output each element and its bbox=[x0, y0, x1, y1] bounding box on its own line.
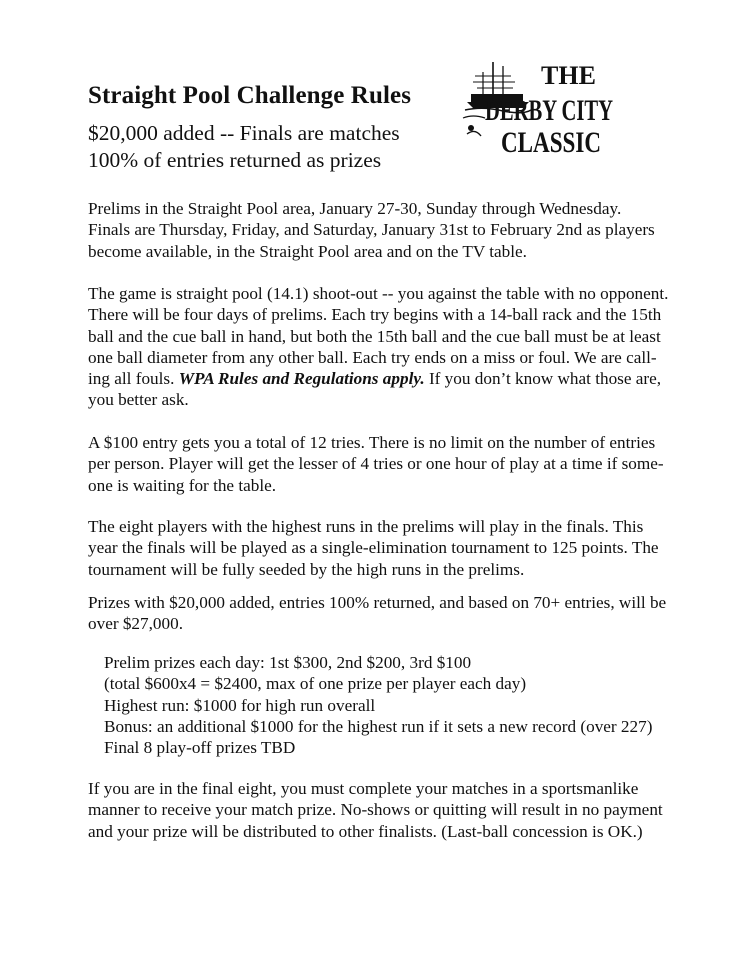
paragraph-line: you better ask. bbox=[88, 390, 189, 410]
paragraph-prize-total bbox=[88, 592, 668, 635]
paragraph-line: Finals are Thursday, Friday, and Saturday, January 31st to February 2nd as players bbox=[88, 220, 655, 240]
list-item: (total $600x4 = $2400, max of one prize per player each day) bbox=[104, 674, 527, 694]
paragraph-line: and your prize will be distributed to other finalists. (Last-ball concession is OK.) bbox=[88, 821, 643, 841]
paragraph-line: over $27,000. bbox=[88, 614, 183, 634]
paragraph-entry-fee bbox=[88, 432, 668, 496]
paragraph-line: Prelims in the Straight Pool area, January 27-30, Sunday through Wednesday. bbox=[88, 199, 622, 218]
paragraph-line: There will be four days of prelims. Each try begins with a 14-ball rack and the 15th bbox=[88, 305, 662, 325]
logo-text-the: THE bbox=[541, 61, 596, 90]
paragraph-line: per person. Player will get the lesser of 4 tries or one hour of play at a time if some- bbox=[88, 454, 664, 474]
paragraph-line: Prizes with $20,000 added, entries 100% returned, and based on 70+ entries, will be bbox=[88, 593, 667, 612]
paragraph-game-format bbox=[88, 283, 668, 411]
subtitle-entries-returned: 100% of entries returned as prizes bbox=[88, 148, 382, 172]
paragraph-finalist-conduct bbox=[88, 778, 668, 842]
logo-text-classic: CLASSIC bbox=[501, 126, 601, 159]
paragraph-line: The eight players with the highest runs in the prelims will play in the finals. This bbox=[88, 517, 644, 536]
list-item: Final 8 play-off prizes TBD bbox=[104, 738, 296, 758]
line-text: ing all fouls. bbox=[88, 369, 179, 389]
paragraph-line: become available, in the Straight Pool area and on the TV table. bbox=[88, 241, 527, 261]
line-text: If you don’t know what those are, bbox=[424, 369, 662, 389]
paragraph-line: ball and the cue ball in hand, but both the 15th ball and the cue ball must be at least bbox=[88, 326, 661, 346]
paragraph-line: The game is straight pool (14.1) shoot-out -- you against the table with no opponent. bbox=[88, 284, 669, 303]
paragraph-line: If you are in the final eight, you must complete your matches in a sportsmanlike bbox=[88, 779, 639, 798]
list-item: Bonus: an additional $1000 for the highest run if it sets a new record (over 227) bbox=[104, 716, 653, 736]
derby-city-classic-logo bbox=[463, 58, 613, 158]
document-title: Straight Pool Challenge Rules bbox=[88, 82, 412, 109]
paragraph-line: one ball diameter from any other ball. Each try ends on a miss or foul. We are call- bbox=[88, 347, 657, 367]
paragraph-line: year the finals will be played as a single-elimination tournament to 125 points. The bbox=[88, 538, 659, 558]
paragraph-line: tournament will be fully seeded by the high runs in the prelims. bbox=[88, 559, 525, 579]
paragraph-line: A $100 entry gets you a total of 12 tries. There is no limit on the number of entries bbox=[88, 433, 656, 452]
paragraph-line: manner to receive your match prize. No-shows or quitting will result in no payment bbox=[88, 800, 663, 820]
paragraph-finals-format bbox=[88, 516, 668, 580]
logo-text-derby-city: DERBY CITY bbox=[485, 94, 614, 127]
prize-list bbox=[104, 652, 684, 758]
wpa-rules-emphasis: WPA Rules and Regulations apply. bbox=[178, 369, 425, 389]
paragraph-line-with-emphasis bbox=[88, 368, 668, 389]
paragraph-line: one is waiting for the table. bbox=[88, 475, 277, 495]
list-item: Highest run: $1000 for high run overall bbox=[104, 695, 376, 715]
list-item: Prelim prizes each day: 1st $300, 2nd $200, 3rd $100 bbox=[104, 653, 472, 672]
subtitle-prize-pool: $20,000 added -- Finals are matches bbox=[88, 121, 400, 145]
paragraph-schedule bbox=[88, 198, 668, 262]
